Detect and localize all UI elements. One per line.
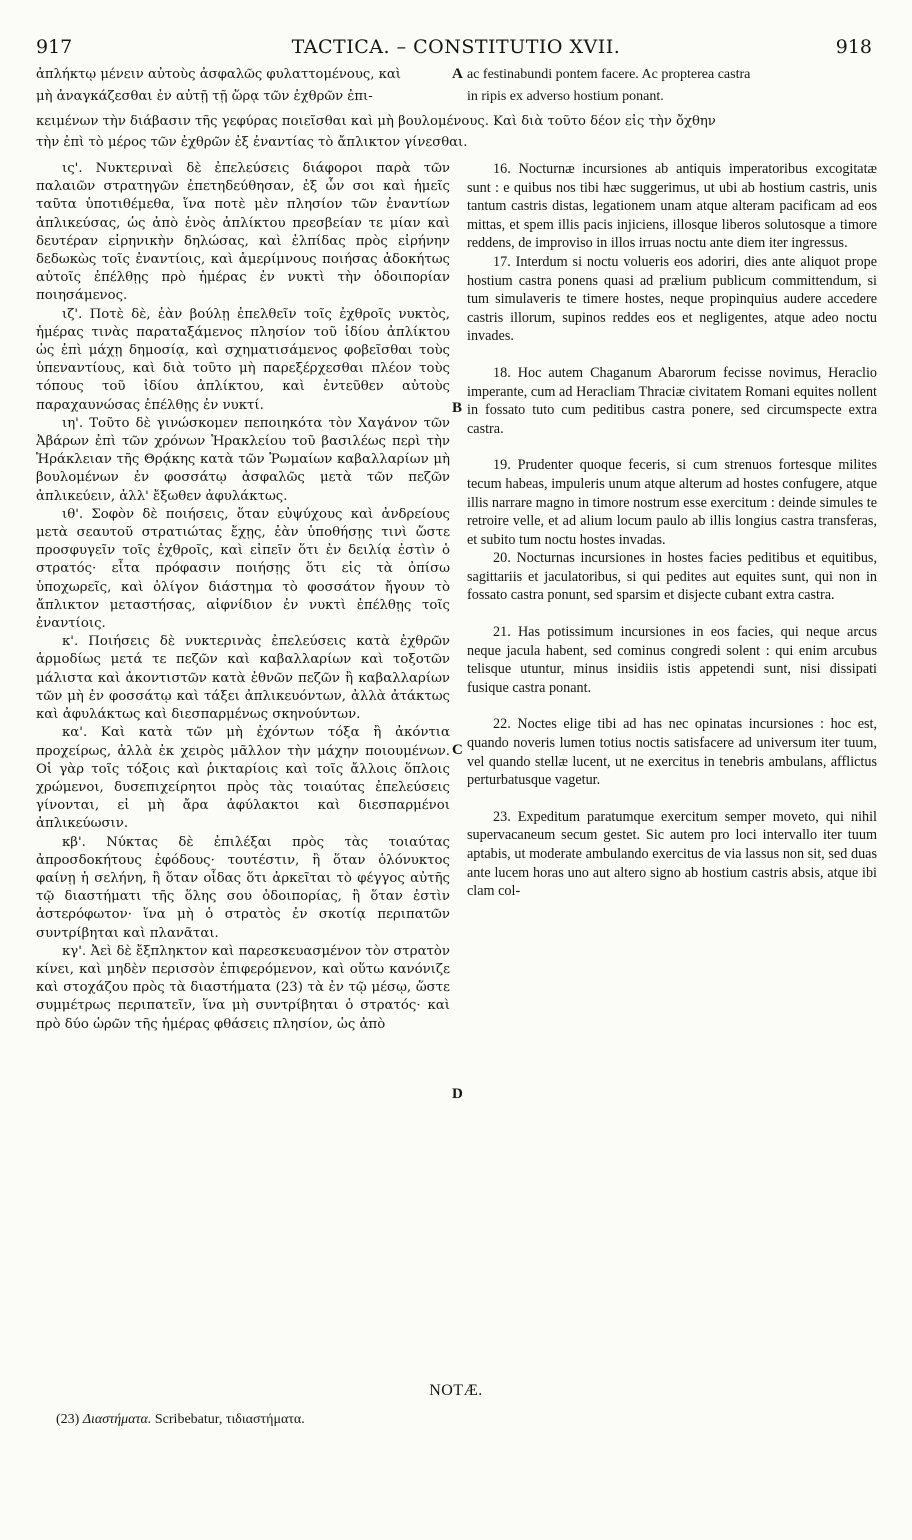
intro-greek-2: μὴ ἀναγκάζεσθαι ἐν αὐτῇ τῇ ὥρᾳ τῶν ἐχθρῶν ἐπι- (36, 89, 373, 104)
intro-greek-1: ἀπλήκτῳ μένειν αὐτοὺς ἀσφαλῶς φυλαττομένους, καὶ (36, 67, 401, 82)
footnote-greek-word: Διαστήματα. (82, 1412, 152, 1427)
margin-marker-a: A (452, 66, 463, 82)
footnote-23 (56, 1412, 305, 1428)
page-number-left: 917 (36, 36, 73, 58)
latin-paragraph-23: 23. Expeditum paratumque exercitum semper moveto, qui nihil supervacaneum secum gestet. Sic autem pro loci intervallo iter tuum aptabis, ut moderate ambulando exercitus de via lassus non sit, sed duas ante lucem horas uno aut altero signo ab hostium castris absis, atque ibi clam col- (467, 808, 877, 900)
greek-paragraph-23: κγ'. Ἀεὶ δὲ ἔξπληκτον καὶ παρεσκευασμένον τὸν στρατὸν κίνει, καὶ μηδὲν περισσὸν ἐπιφερόμενον, καὶ οὕτω κανόνιζε καὶ στοχάζου πρὸς τὰ διαστήματα (23) τὰ ἐν τῷ μέσῳ, ὥστε συμμέτρως περιπατεῖν, ἵνα μὴ συντρίβηται ὁ στρατός· καὶ πρὸ δύο ὡρῶν τῆς ἡμέρας φθάσεις πλησίον, ὡς ἀπὸ (36, 943, 450, 1032)
margin-marker-c: C (452, 742, 463, 758)
latin-paragraph-21: 21. Has potissimum incursiones in eos facies, qui neque arcus neque jacula habent, sed cominus congredi solent : qui enim arcubus telisque utuntur, minus insidiis istis appetendi sunt, nisi dissipati fusique castra ponant. (467, 624, 877, 696)
latin-column (467, 160, 877, 901)
greek-paragraph-21: κα'. Καὶ κατὰ τῶν μὴ ἐχόντων τόξα ἢ ἀκόντια προχείρως, ἀλλὰ ἐκ χειρὸς μᾶλλον τὴν μάχην ποιουμένων. Οἱ γὰρ τοῖς τόξοις καὶ ῥικταρίοις καὶ τοῖς ἄλλοις ὅπλοις χρώμενοι, δυσεπιχείρητοι πρὸς τὰς τοιαύτας ἐπελεύσεις γίνονται, εἰ μὴ ἄρα ἀφύλακτοι καὶ διεσπαρμένοι ἀπλικεύωσιν. (36, 725, 450, 832)
greek-paragraph-19: ιθ'. Σοφὸν δὲ ποιήσεις, ὅταν εὐψύχους καὶ ἀνδρείους μετὰ σεαυτοῦ στρατιώτας ἔχῃς, ἐὰν ὑποθήσῃς τινὶ ὥστε προσφυγεῖν τοῖς ἐχθροῖς, καὶ εἰπεῖν ὅτι ἐν δειλίᾳ ἐστὶν ὁ στρατός· εἶτα πρόφασιν ποιήσῃς ὅτι εἰς τὰ ὀπίσω ὑποχωρεῖς, καὶ ὀλίγον διάστημα τὸ φοσσάτον ἤγουν τὸ ἄπλικτον μεταστήσας, αἰφνίδιον ἐν νυκτὶ ἐπέλθῃς τοῖς ἐναντίοις. (36, 506, 450, 632)
intro-greek-3: κειμένων τὴν διάβασιν τῆς γεφύρας ποιεῖσθαι καὶ μὴ βουλομένους. Καὶ διὰ τοῦτο δέον εἰς τὴν ὄχθην (36, 114, 716, 129)
latin-paragraph-19: 19. Prudenter quoque feceris, si cum strenuos fortesque milites tecum habeas, impuleris unum atque alterum ad hostes confugere, atque illis narrare magno in timore nostrum esse exercitum : deinde simules te retroire velle, et ad alium locum paulo ab illis longius castra transferas, et subito tum noctu hostes invadas. (467, 457, 877, 548)
intro-latin-2: in ripis ex adverso hostium ponant. (467, 89, 664, 104)
greek-paragraph-16: ις'. Νυκτεριναὶ δὲ ἐπελεύσεις διάφοροι παρὰ τῶν παλαιῶν στρατηγῶν ἐπετηδεύθησαν, ἐξ ὧν σοι καὶ ἡμεῖς ταῦτα ὑποτιθέμεθα, ἵνα ποτὲ μὲν πλησίον τῶν ἐναντίων ἀπλικεύσας, ὡς ἀπὸ ἑνὸς ἀπλίκτου πρεσβείαν τε μίαν καὶ δευτέραν εἰρηνικὴν δηλώσας, καὶ ἐλπίδας πρὸς εἰρήνην δεδωκὼς τοῖς ἐναντίοις, καὶ ἀμερίμνους ποιήσας ἀδοκήτως αὐτοῖς ἐπέλθῃς πρὸ ἡμέρας ἐν νυκτὶ τὴν ὁδοιπορίαν ποιησάμενος. (36, 161, 450, 304)
running-title: TACTICA. – CONSTITUTIO XVII. (291, 36, 621, 58)
intro-greek-4: τὴν ἐπὶ τὸ μέρος τῶν ἐχθρῶν ἐξ ἐναντίας τὸ ἄπλικτον γίνεσθαι. (36, 135, 468, 150)
intro-latin-1: ac festinabundi pontem facere. Ac propterea castra (467, 67, 751, 82)
latin-paragraph-17: 17. Interdum si noctu volueris eos adoriri, dies ante aliquot prope hostium castra ponens quasi ad prælium publicum committendum, si tum simulaveris te timere hostes, neque propinquius audere accedere castris illorum, supinos reddes eos et negligentes, atque adeo noctu invades. (467, 253, 877, 345)
greek-column (36, 160, 450, 1034)
greek-paragraph-17: ιζ'. Ποτὲ δὲ, ἐὰν βούλῃ ἐπελθεῖν τοῖς ἐχθροῖς νυκτὸς, ἡμέρας τινὰς παραταξάμενος πλησίον τοῦ ἰδίου ἀπλίκτου ὡς ἐπὶ μάχῃ δημοσίᾳ, καὶ σχηματισάμενος φοβεῖσθαι τοὺς ὑπεναντίους, καὶ διὰ τοῦτο μὴ παρεξέρχεσθαι πλέον τοὺς τόπους τοῦ ἰδίου ἀπλίκτου, καὶ ἐντεῦθεν αὐτοὺς παραχαυνώσας ἐπέλθῃς ἐν νυκτί. (36, 306, 450, 413)
latin-paragraph-16: 16. Nocturnæ incursiones ab antiquis imperatoribus excogitatæ sunt : e quibus nos tibi hæc suggerimus, ut ubi ab hostium castris, unis tantum castris distas, legationem unam atque alteram pacificam ad eos mittas, et spem illis pacis injiciens, illosque liberos solutosque a timore reddens, de improviso in illos irruas noctu ante diem iter ingressus. (467, 161, 877, 252)
latin-paragraph-18: 18. Hoc autem Chaganum Abarorum fecisse novimus, Heraclio imperante, cum ad Heracliam Thraciæ civitatem Romani equites nollent in fossato tuto cum peditibus castra ponere, sed circumspecte extra castra. (467, 364, 877, 437)
greek-paragraph-22: κβ'. Νύκτας δὲ ἐπιλέξαι πρὸς τὰς τοιαύτας ἀπροσδοκήτους ἐφόδους· τουτέστιν, ἢ ὅταν ὁλόνυκτος φαίνῃ ἡ σελήνη, ἢ ὅταν οἶδας ὅτι ἀρκεῖται τὸ φέγγος αὐτῆς τῷ διαστήματι τῆς ὅλης σου ὁδοιπορίας, ἢ ὅταν ἐστὶν ἀστερόφωτον· ἵνα μὴ ὁ στρατὸς ἐν σκοτίᾳ περιπατῶν συντρίβηται καὶ πλανᾶται. (36, 834, 450, 941)
margin-marker-d: D (452, 1086, 463, 1102)
page-header (0, 36, 912, 62)
footnote-text: Scribebatur, τιδιαστήματα. (154, 1412, 305, 1427)
page-number-right: 918 (835, 36, 872, 58)
latin-paragraph-22: 22. Noctes elige tibi ad has nec opinatas incursiones : hoc est, quando noveris lumen totius noctis satisfacere ad universum iter tuum, vel quando stellæ lucent, ut ne exercitus in tenebris ambulans, afflictus perturbatusque vagetur. (467, 716, 877, 789)
footnote-number: (23) (56, 1412, 80, 1427)
greek-paragraph-18: ιη'. Τοῦτο δὲ γινώσκομεν πεποιηκότα τὸν Χαγάνον τῶν Ἀβάρων ἐπὶ τῶν χρόνων Ἡρακλείου τοῦ βασιλέως περὶ τὴν Ἡράκλειαν τῆς Θρᾴκης κατὰ τῶν Ῥωμαίων καβαλλαρίων μὴ βουλομένων ἐν φοσσάτῳ ἀσφαλῶς μετὰ τῶν πεζῶν ἀπλικεύειν, ἀλλ' ἔξωθεν ἀφυλάκτως. (36, 415, 450, 504)
margin-marker-b: B (452, 400, 463, 416)
latin-paragraph-20: 20. Nocturnas incursiones in hostes facies peditibus et equitibus, sagittariis et jaculatoribus, si qui pedites aut equites sunt, qui non in fossato castra ponunt, sed sparsim et disjecte cubant extra castra. (467, 550, 877, 604)
greek-paragraph-20: κ'. Ποιήσεις δὲ νυκτερινὰς ἐπελεύσεις κατὰ ἐχθρῶν ἁρμοδίως μετά τε πεζῶν καὶ καβαλλαρίων καὶ τοξοτῶν μάλιστα καὶ ἀκοντιστῶν κατὰ ἐθνῶν πεζῶν ἢ καβαλλαρίων τῶν μὴ ἐν φοσσάτῳ καὶ τάξει ἀπλικευόντων, ἀλλὰ ἀτάκτως καὶ ἀφυλάκτως καὶ διεσπαρμένως σκηνούντων. (36, 634, 450, 723)
notes-heading: NOTÆ. (429, 1382, 483, 1399)
